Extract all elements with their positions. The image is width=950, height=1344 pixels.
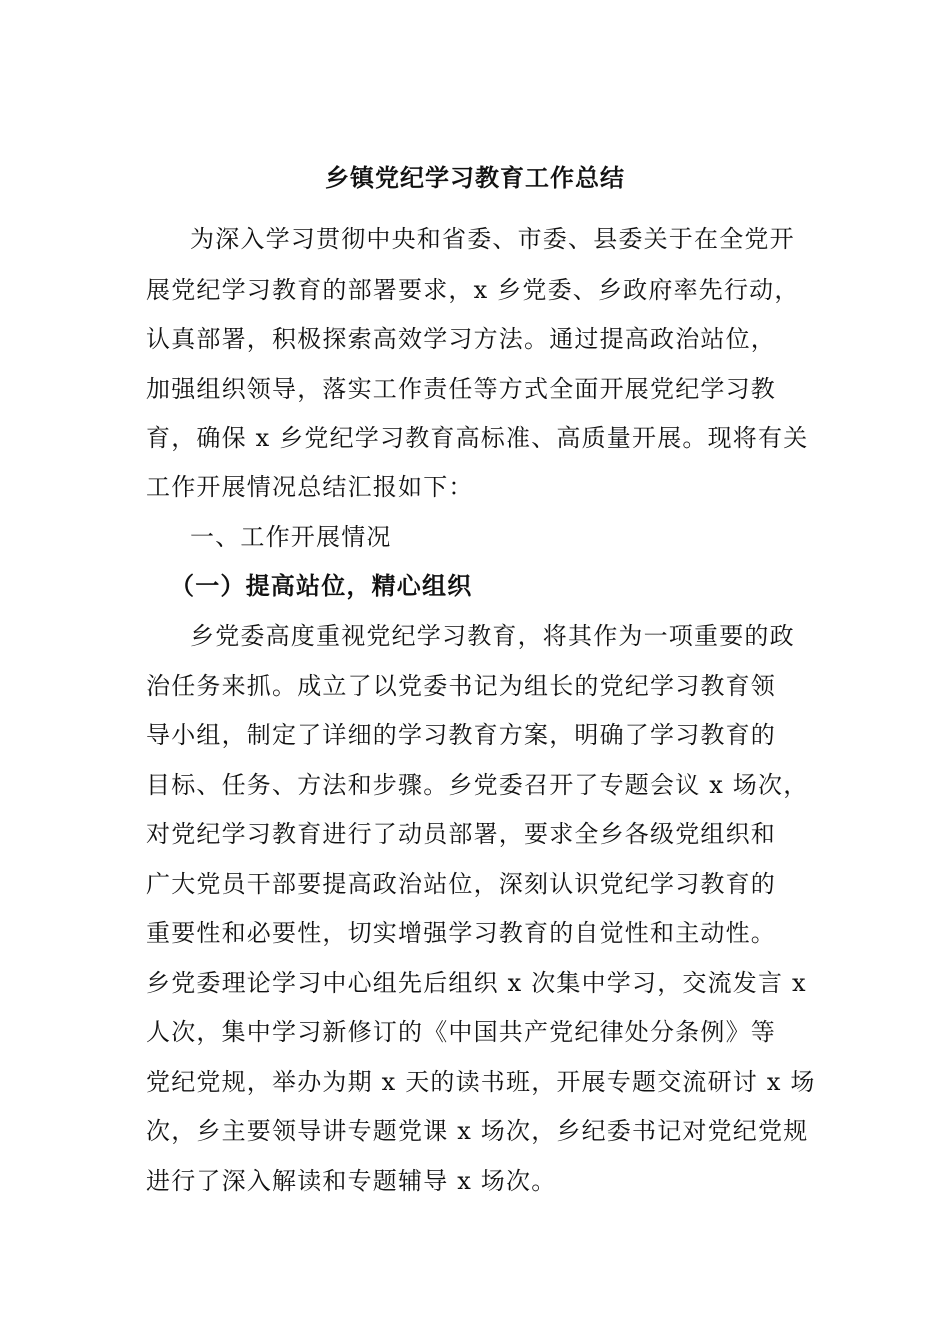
text-line: 治任务来抓。成立了以党委书记为组长的党纪学习教育领	[146, 672, 776, 700]
text-line: 工作开展情况总结汇报如下：	[146, 473, 474, 501]
section-heading: 一、工作开展情况	[190, 523, 392, 551]
text-line: 加强组织领导，落实工作责任等方式全面开展党纪学习教	[146, 375, 776, 403]
text-line: 认真部署，积极探索高效学习方法。通过提高政治站位，	[146, 325, 776, 353]
subsection-heading: （一）提高站位，精心组织	[170, 571, 473, 600]
text-line: 乡党委高度重视党纪学习教育，将其作为一项重要的政	[190, 622, 795, 650]
text-line: 为深入学习贯彻中央和省委、市委、县委关于在全党开	[190, 225, 795, 253]
text-line: 重要性和必要性，切实增强学习教育的自觉性和主动性。	[146, 919, 776, 947]
text-line: 展党纪学习教育的部署要求，x 乡党委、乡政府率先行动，	[146, 276, 800, 304]
text-line: 次，乡主要领导讲专题党课 x 场次，乡纪委书记对党纪党规	[146, 1117, 809, 1145]
text-line: 党纪党规，举办为期 x 天的读书班，开展专题交流研讨 x 场	[146, 1068, 816, 1096]
text-line: 目标、任务、方法和步骤。乡党委召开了专题会议 x 场次，	[146, 771, 809, 799]
text-line: 进行了深入解读和专题辅导 x 场次。	[146, 1167, 557, 1195]
text-line: 人次，集中学习新修订的《中国共产党纪律处分条例》等	[146, 1018, 776, 1046]
text-line: 育，确保 x 乡党纪学习教育高标准、高质量开展。现将有关	[146, 424, 809, 452]
text-line: 乡党委理论学习中心组先后组织 x 次集中学习，交流发言 x	[146, 969, 807, 997]
text-line: 广大党员干部要提高政治站位，深刻认识党纪学习教育的	[146, 870, 776, 898]
text-line: 导小组，制定了详细的学习教育方案，明确了学习教育的	[146, 721, 776, 749]
document-title: 乡镇党纪学习教育工作总结	[325, 163, 625, 192]
text-line: 对党纪学习教育进行了动员部署，要求全乡各级党组织和	[146, 820, 776, 848]
